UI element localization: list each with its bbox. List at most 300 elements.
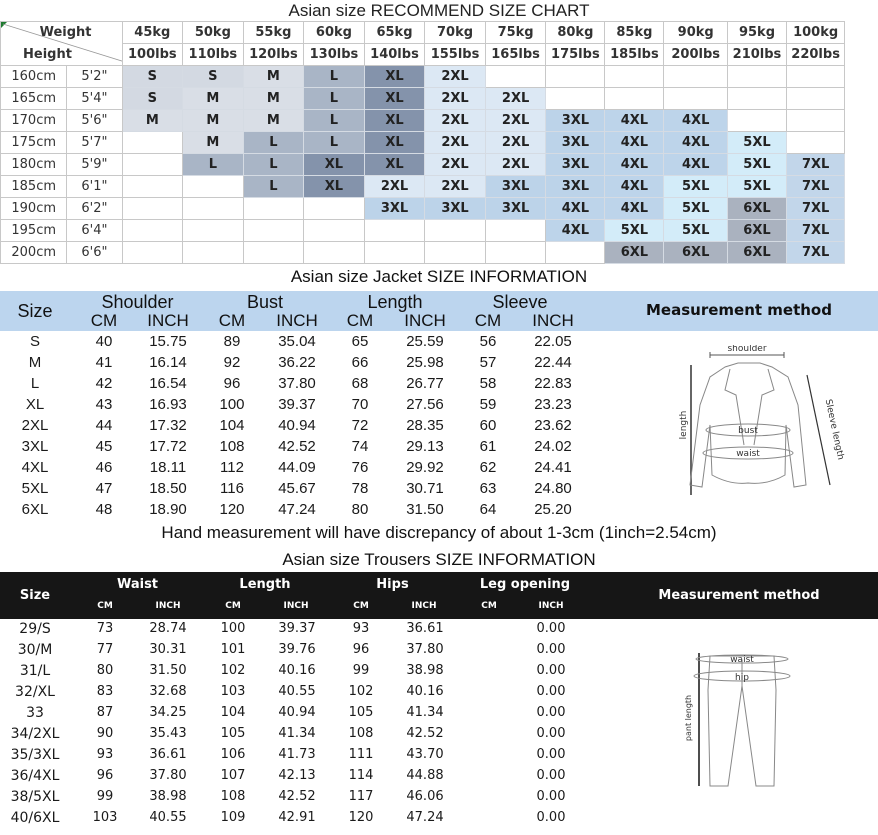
size-cell: L xyxy=(243,132,304,154)
height-ft: 5'6" xyxy=(67,110,122,132)
size-cell: 5XL xyxy=(664,220,728,242)
size-cell: XL xyxy=(304,176,365,198)
height-row xyxy=(1,198,878,220)
jacket-value: 30.71 xyxy=(406,480,444,497)
trousers-size: 30/M xyxy=(17,642,53,658)
weight-lbs-header: 210lbs xyxy=(727,44,786,66)
trousers-value: 32.68 xyxy=(149,684,187,699)
jacket-value: 108 xyxy=(219,438,245,455)
trousers-row xyxy=(0,808,600,829)
jacket-value: 18.90 xyxy=(149,501,187,518)
trousers-value: 101 xyxy=(220,642,246,657)
size-cell: 5XL xyxy=(727,176,786,198)
trousers-value: 34.25 xyxy=(149,705,187,720)
trousers-value: 102 xyxy=(348,684,374,699)
jacket-row xyxy=(0,416,600,437)
size-cell: 4XL xyxy=(546,220,605,242)
trousers-value: 0.00 xyxy=(536,705,566,720)
jacket-unit-cm: CM xyxy=(346,311,374,330)
trousers-value: 28.74 xyxy=(149,621,187,636)
size-cell: 5XL xyxy=(664,176,728,198)
weight-lbs-header: 175lbs xyxy=(546,44,605,66)
size-cell xyxy=(664,66,728,88)
jacket-unit-cm: CM xyxy=(474,311,502,330)
trousers-row xyxy=(0,724,600,745)
jacket-value: 70 xyxy=(351,396,369,413)
jacket-value: 22.44 xyxy=(534,354,572,371)
jacket-row xyxy=(0,395,600,416)
size-cell: S xyxy=(122,88,183,110)
jacket-value: 40.94 xyxy=(278,417,316,434)
trousers-value: 100 xyxy=(220,621,246,636)
waist-label: waist xyxy=(736,449,760,459)
trousers-value: 104 xyxy=(220,705,246,720)
size-cell xyxy=(243,220,304,242)
jacket-value: 29.13 xyxy=(406,438,444,455)
trousers-value: 103 xyxy=(220,684,246,699)
weight-kg-header: 90kg xyxy=(664,22,728,44)
jacket-row xyxy=(0,332,600,353)
jacket-size: M xyxy=(28,354,42,371)
trousers-unit-cm: CM xyxy=(97,601,113,611)
jacket-row xyxy=(0,353,600,374)
length-label: length xyxy=(679,410,689,440)
size-cell xyxy=(727,110,786,132)
trousers-size: 34/2XL xyxy=(10,726,60,742)
trousers-value: 102 xyxy=(220,663,246,678)
hip-label: hip xyxy=(735,673,749,683)
trousers-unit-cm: CM xyxy=(225,601,241,611)
trousers-unit-inch: INCH xyxy=(411,601,437,611)
size-cell: XL xyxy=(364,88,425,110)
size-cell: M xyxy=(183,88,244,110)
trousers-size: 29/S xyxy=(19,621,51,637)
weight-kg-header: 85kg xyxy=(605,22,664,44)
size-cell: M xyxy=(243,110,304,132)
size-cell xyxy=(183,242,244,264)
trousers-value: 36.61 xyxy=(406,621,444,636)
trousers-value: 73 xyxy=(96,621,114,636)
jacket-value: 64 xyxy=(479,501,497,518)
trousers-value: 111 xyxy=(348,747,374,762)
size-cell: 6XL xyxy=(727,198,786,220)
size-cell: 7XL xyxy=(786,176,844,198)
jacket-size: XL xyxy=(25,396,45,413)
height-cm: 160cm xyxy=(1,66,67,88)
trousers-value: 105 xyxy=(220,726,246,741)
jacket-value: 63 xyxy=(479,480,497,497)
height-row xyxy=(1,132,878,154)
jacket-value: 37.80 xyxy=(278,375,316,392)
jacket-value: 78 xyxy=(351,480,369,497)
size-cell: L xyxy=(304,66,365,88)
height-cm: 185cm xyxy=(1,176,67,198)
trousers-value: 96 xyxy=(96,768,114,783)
jacket-value: 43 xyxy=(95,396,113,413)
trousers-value: 41.34 xyxy=(278,726,316,741)
jacket-size: 3XL xyxy=(21,438,49,455)
size-cell xyxy=(122,132,183,154)
height-ft: 6'2" xyxy=(67,198,122,220)
jacket-value: 47.24 xyxy=(278,501,316,518)
size-cell: 5XL xyxy=(727,132,786,154)
jacket-value: 61 xyxy=(479,438,497,455)
size-cell: 4XL xyxy=(605,154,664,176)
size-cell: 2XL xyxy=(364,176,425,198)
trousers-value: 0.00 xyxy=(536,789,566,804)
height-row xyxy=(1,88,878,110)
trousers-size: 35/3XL xyxy=(10,747,60,763)
jacket-value: 29.92 xyxy=(406,459,444,476)
trousers-value: 40.16 xyxy=(406,684,444,699)
weight-height-corner xyxy=(1,22,123,66)
trousers-diagram xyxy=(680,650,820,790)
jacket-value: 116 xyxy=(220,480,244,497)
trousers-value: 90 xyxy=(96,726,114,741)
trousers-size: 40/6XL xyxy=(10,810,60,826)
size-cell: 2XL xyxy=(425,66,486,88)
jacket-value: 89 xyxy=(223,333,241,350)
trousers-unit-cm: CM xyxy=(481,601,497,611)
trousers-value: 109 xyxy=(220,810,246,825)
trousers-value: 46.06 xyxy=(406,789,444,804)
jacket-value: 28.35 xyxy=(406,417,444,434)
weight-lbs-header: 110lbs xyxy=(183,44,244,66)
trousers-value: 40.94 xyxy=(278,705,316,720)
size-cell: 3XL xyxy=(546,132,605,154)
jacket-value: 22.83 xyxy=(534,375,572,392)
trousers-value: 0.00 xyxy=(536,810,566,825)
size-cell: 2XL xyxy=(485,88,546,110)
trousers-value: 0.00 xyxy=(536,768,566,783)
trousers-value: 47.24 xyxy=(406,810,444,825)
jacket-value: 42 xyxy=(95,375,113,392)
size-cell xyxy=(727,88,786,110)
trousers-value: 36.61 xyxy=(149,747,187,762)
shoulder-label: shoulder xyxy=(727,345,767,354)
trousers-value: 0.00 xyxy=(536,726,566,741)
size-cell xyxy=(664,88,728,110)
trousers-value: 41.34 xyxy=(406,705,444,720)
size-cell xyxy=(485,220,546,242)
trousers-header-waist: Waist xyxy=(116,577,159,592)
jacket-value: 17.32 xyxy=(149,417,187,434)
trousers-size: 36/4XL xyxy=(10,768,60,784)
pant-length-label: pant length xyxy=(684,694,693,742)
trousers-value: 77 xyxy=(96,642,114,657)
jacket-value: 45.67 xyxy=(278,480,316,497)
jacket-value: 96 xyxy=(223,375,241,392)
size-cell: M xyxy=(122,110,183,132)
jacket-unit-inch: INCH xyxy=(147,311,189,330)
trousers-value: 80 xyxy=(96,663,114,678)
weight-lbs-header: 100lbs xyxy=(122,44,183,66)
size-cell: L xyxy=(243,176,304,198)
size-cell: 4XL xyxy=(605,110,664,132)
jacket-value: 36.22 xyxy=(278,354,316,371)
jacket-value: 60 xyxy=(479,417,497,434)
jacket-value: 56 xyxy=(479,333,497,350)
jacket-value: 31.50 xyxy=(406,501,444,518)
trousers-value: 108 xyxy=(220,789,246,804)
weight-lbs-header: 165lbs xyxy=(485,44,546,66)
trousers-value: 0.00 xyxy=(536,684,566,699)
height-cm: 165cm xyxy=(1,88,67,110)
jacket-row xyxy=(0,500,600,521)
trousers-value: 107 xyxy=(220,768,246,783)
trousers-value: 87 xyxy=(96,705,114,720)
weight-kg-header: 65kg xyxy=(364,22,425,44)
height-cm: 190cm xyxy=(1,198,67,220)
size-cell: 4XL xyxy=(605,132,664,154)
jacket-value: 18.11 xyxy=(149,459,187,476)
weight-lbs-header: 120lbs xyxy=(243,44,304,66)
size-cell: 4XL xyxy=(664,154,728,176)
height-row xyxy=(1,110,878,132)
trousers-value: 41.73 xyxy=(278,747,316,762)
trousers-size: 33 xyxy=(26,705,44,721)
jacket-row xyxy=(0,374,600,395)
size-cell xyxy=(122,242,183,264)
jacket-value: 100 xyxy=(219,396,245,413)
size-cell: 2XL xyxy=(425,176,486,198)
weight-lbs-header: 185lbs xyxy=(605,44,664,66)
trousers-header xyxy=(0,572,878,619)
size-cell: 4XL xyxy=(546,198,605,220)
trousers-value: 40.55 xyxy=(278,684,316,699)
weight-lbs-header: 155lbs xyxy=(425,44,486,66)
size-cell xyxy=(605,88,664,110)
trousers-value: 35.43 xyxy=(149,726,187,741)
trousers-value: 99 xyxy=(352,663,370,678)
height-cm: 200cm xyxy=(1,242,67,264)
height-ft: 5'7" xyxy=(67,132,122,154)
height-row xyxy=(1,66,878,88)
trousers-value: 30.31 xyxy=(149,642,187,657)
height-cm: 180cm xyxy=(1,154,67,176)
size-cell: M xyxy=(183,132,244,154)
size-cell xyxy=(364,242,425,264)
height-row xyxy=(1,176,878,198)
height-row xyxy=(1,242,878,264)
size-cell: XL xyxy=(364,66,425,88)
trousers-value: 39.37 xyxy=(278,621,316,636)
height-ft: 6'6" xyxy=(67,242,122,264)
height-ft: 6'4" xyxy=(67,220,122,242)
jacket-size: L xyxy=(30,375,40,392)
size-cell: 2XL xyxy=(425,132,486,154)
size-cell: 2XL xyxy=(485,154,546,176)
trousers-value: 114 xyxy=(348,768,374,783)
height-ft: 6'1" xyxy=(67,176,122,198)
jacket-row xyxy=(0,458,600,479)
trousers-value: 40.55 xyxy=(149,810,187,825)
jacket-value: 65 xyxy=(351,333,369,350)
trousers-header-length: Length xyxy=(239,577,291,592)
height-ft: 5'9" xyxy=(67,154,122,176)
size-cell xyxy=(243,198,304,220)
trousers-value: 38.98 xyxy=(406,663,444,678)
jacket-value: 41 xyxy=(95,354,113,371)
weight-kg-header: 55kg xyxy=(243,22,304,44)
jacket-value: 22.05 xyxy=(534,333,572,350)
size-cell xyxy=(786,66,844,88)
jacket-value: 112 xyxy=(220,459,244,476)
trousers-header-leg-opening: Leg opening xyxy=(479,577,571,592)
jacket-unit-inch: INCH xyxy=(532,311,574,330)
size-cell: L xyxy=(304,110,365,132)
trousers-row xyxy=(0,703,600,724)
size-cell: 2XL xyxy=(485,132,546,154)
size-cell xyxy=(546,66,605,88)
trousers-value: 39.76 xyxy=(278,642,316,657)
weight-kg-header: 70kg xyxy=(425,22,486,44)
jacket-size: 4XL xyxy=(21,459,49,476)
size-cell: 2XL xyxy=(485,110,546,132)
jacket-value: 68 xyxy=(351,375,369,392)
trousers-value: 40.16 xyxy=(278,663,316,678)
jacket-value: 23.62 xyxy=(534,417,572,434)
jacket-value: 42.52 xyxy=(278,438,316,455)
jacket-header-sleeve: Sleeve xyxy=(492,292,548,312)
jacket-size: 5XL xyxy=(21,480,49,497)
trousers-value: 37.80 xyxy=(149,768,187,783)
weight-kg-header: 60kg xyxy=(304,22,365,44)
jacket-value: 16.54 xyxy=(149,375,187,392)
size-cell xyxy=(546,88,605,110)
trousers-value: 105 xyxy=(348,705,374,720)
size-cell xyxy=(425,220,486,242)
jacket-row xyxy=(0,479,600,500)
size-cell: 5XL xyxy=(727,154,786,176)
size-cell xyxy=(605,66,664,88)
size-cell: 6XL xyxy=(664,242,728,264)
size-cell: S xyxy=(183,66,244,88)
size-cell: 4XL xyxy=(605,176,664,198)
bust-label: bust xyxy=(738,426,758,436)
jacket-value: 24.80 xyxy=(534,480,572,497)
size-cell: XL xyxy=(364,132,425,154)
trousers-value: 44.88 xyxy=(406,768,444,783)
trousers-value: 96 xyxy=(352,642,370,657)
size-cell xyxy=(304,242,365,264)
size-cell xyxy=(546,242,605,264)
jacket-value: 15.75 xyxy=(149,333,187,350)
height-cm: 175cm xyxy=(1,132,67,154)
trousers-value: 42.91 xyxy=(278,810,316,825)
size-cell xyxy=(485,66,546,88)
size-cell: M xyxy=(183,110,244,132)
size-cell: 7XL xyxy=(786,242,844,264)
trousers-value: 43.70 xyxy=(406,747,444,762)
jacket-value: 80 xyxy=(351,501,369,518)
jacket-value: 66 xyxy=(351,354,369,371)
jacket-value: 24.02 xyxy=(534,438,572,455)
size-cell: 4XL xyxy=(664,132,728,154)
weight-kg-header: 50kg xyxy=(183,22,244,44)
size-cell xyxy=(183,198,244,220)
jacket-value: 74 xyxy=(351,438,369,455)
trousers-value: 108 xyxy=(348,726,374,741)
weight-kg-header: 45kg xyxy=(122,22,183,44)
jacket-value: 18.50 xyxy=(149,480,187,497)
jacket-value: 48 xyxy=(95,501,113,518)
jacket-size: 6XL xyxy=(21,501,49,518)
jacket-value: 24.41 xyxy=(534,459,572,476)
jacket-size: 2XL xyxy=(21,417,49,434)
height-label: Height xyxy=(23,47,72,62)
weight-kg-header: 95kg xyxy=(727,22,786,44)
size-cell xyxy=(364,220,425,242)
recommend-size-table xyxy=(0,21,878,264)
trousers-unit-cm: CM xyxy=(353,601,369,611)
size-cell xyxy=(786,88,844,110)
trousers-value: 120 xyxy=(348,810,374,825)
jacket-row xyxy=(0,437,600,458)
height-row xyxy=(1,220,878,242)
size-cell: 7XL xyxy=(786,220,844,242)
size-cell: 6XL xyxy=(727,242,786,264)
size-cell xyxy=(122,198,183,220)
trousers-value: 37.80 xyxy=(406,642,444,657)
jacket-title: Asian size Jacket SIZE INFORMATION xyxy=(290,267,588,286)
size-cell: 3XL xyxy=(546,110,605,132)
size-cell: M xyxy=(243,88,304,110)
jacket-value: 16.14 xyxy=(149,354,187,371)
jacket-header-shoulder: Shoulder xyxy=(101,292,174,312)
jacket-value: 25.59 xyxy=(406,333,444,350)
trousers-row xyxy=(0,766,600,787)
trousers-unit-inch: INCH xyxy=(283,601,309,611)
jacket-value: 17.72 xyxy=(149,438,187,455)
jacket-value: 25.98 xyxy=(406,354,444,371)
jacket-value: 40 xyxy=(95,333,113,350)
size-cell: L xyxy=(243,154,304,176)
size-cell xyxy=(786,132,844,154)
size-cell: L xyxy=(304,132,365,154)
jacket-header-bust: Bust xyxy=(246,292,284,312)
trousers-title: Asian size Trousers SIZE INFORMATION xyxy=(282,550,596,569)
size-cell: 2XL xyxy=(425,154,486,176)
trousers-row xyxy=(0,640,600,661)
jacket-value: 44.09 xyxy=(278,459,316,476)
jacket-value: 120 xyxy=(219,501,245,518)
size-cell: 4XL xyxy=(664,110,728,132)
jacket-value: 39.37 xyxy=(278,396,316,413)
size-cell xyxy=(786,110,844,132)
jacket-diagram xyxy=(670,345,850,505)
size-cell: 3XL xyxy=(364,198,425,220)
trousers-row xyxy=(0,619,600,640)
jacket-unit-cm: CM xyxy=(90,311,118,330)
weight-lbs-header: 140lbs xyxy=(364,44,425,66)
jacket-value: 62 xyxy=(479,459,497,476)
trousers-value: 117 xyxy=(348,789,374,804)
size-cell xyxy=(183,220,244,242)
size-cell: S xyxy=(122,66,183,88)
size-cell xyxy=(243,242,304,264)
size-cell: 3XL xyxy=(485,198,546,220)
size-cell: 3XL xyxy=(425,198,486,220)
jacket-value: 26.77 xyxy=(406,375,444,392)
jacket-value: 57 xyxy=(479,354,497,371)
trousers-size: 32/XL xyxy=(15,684,55,700)
jacket-value: 58 xyxy=(479,375,497,392)
trousers-value: 38.98 xyxy=(149,789,187,804)
jacket-header xyxy=(0,291,878,331)
sleeve-length-label: Sleeve length xyxy=(822,398,846,461)
size-cell: 7XL xyxy=(786,154,844,176)
